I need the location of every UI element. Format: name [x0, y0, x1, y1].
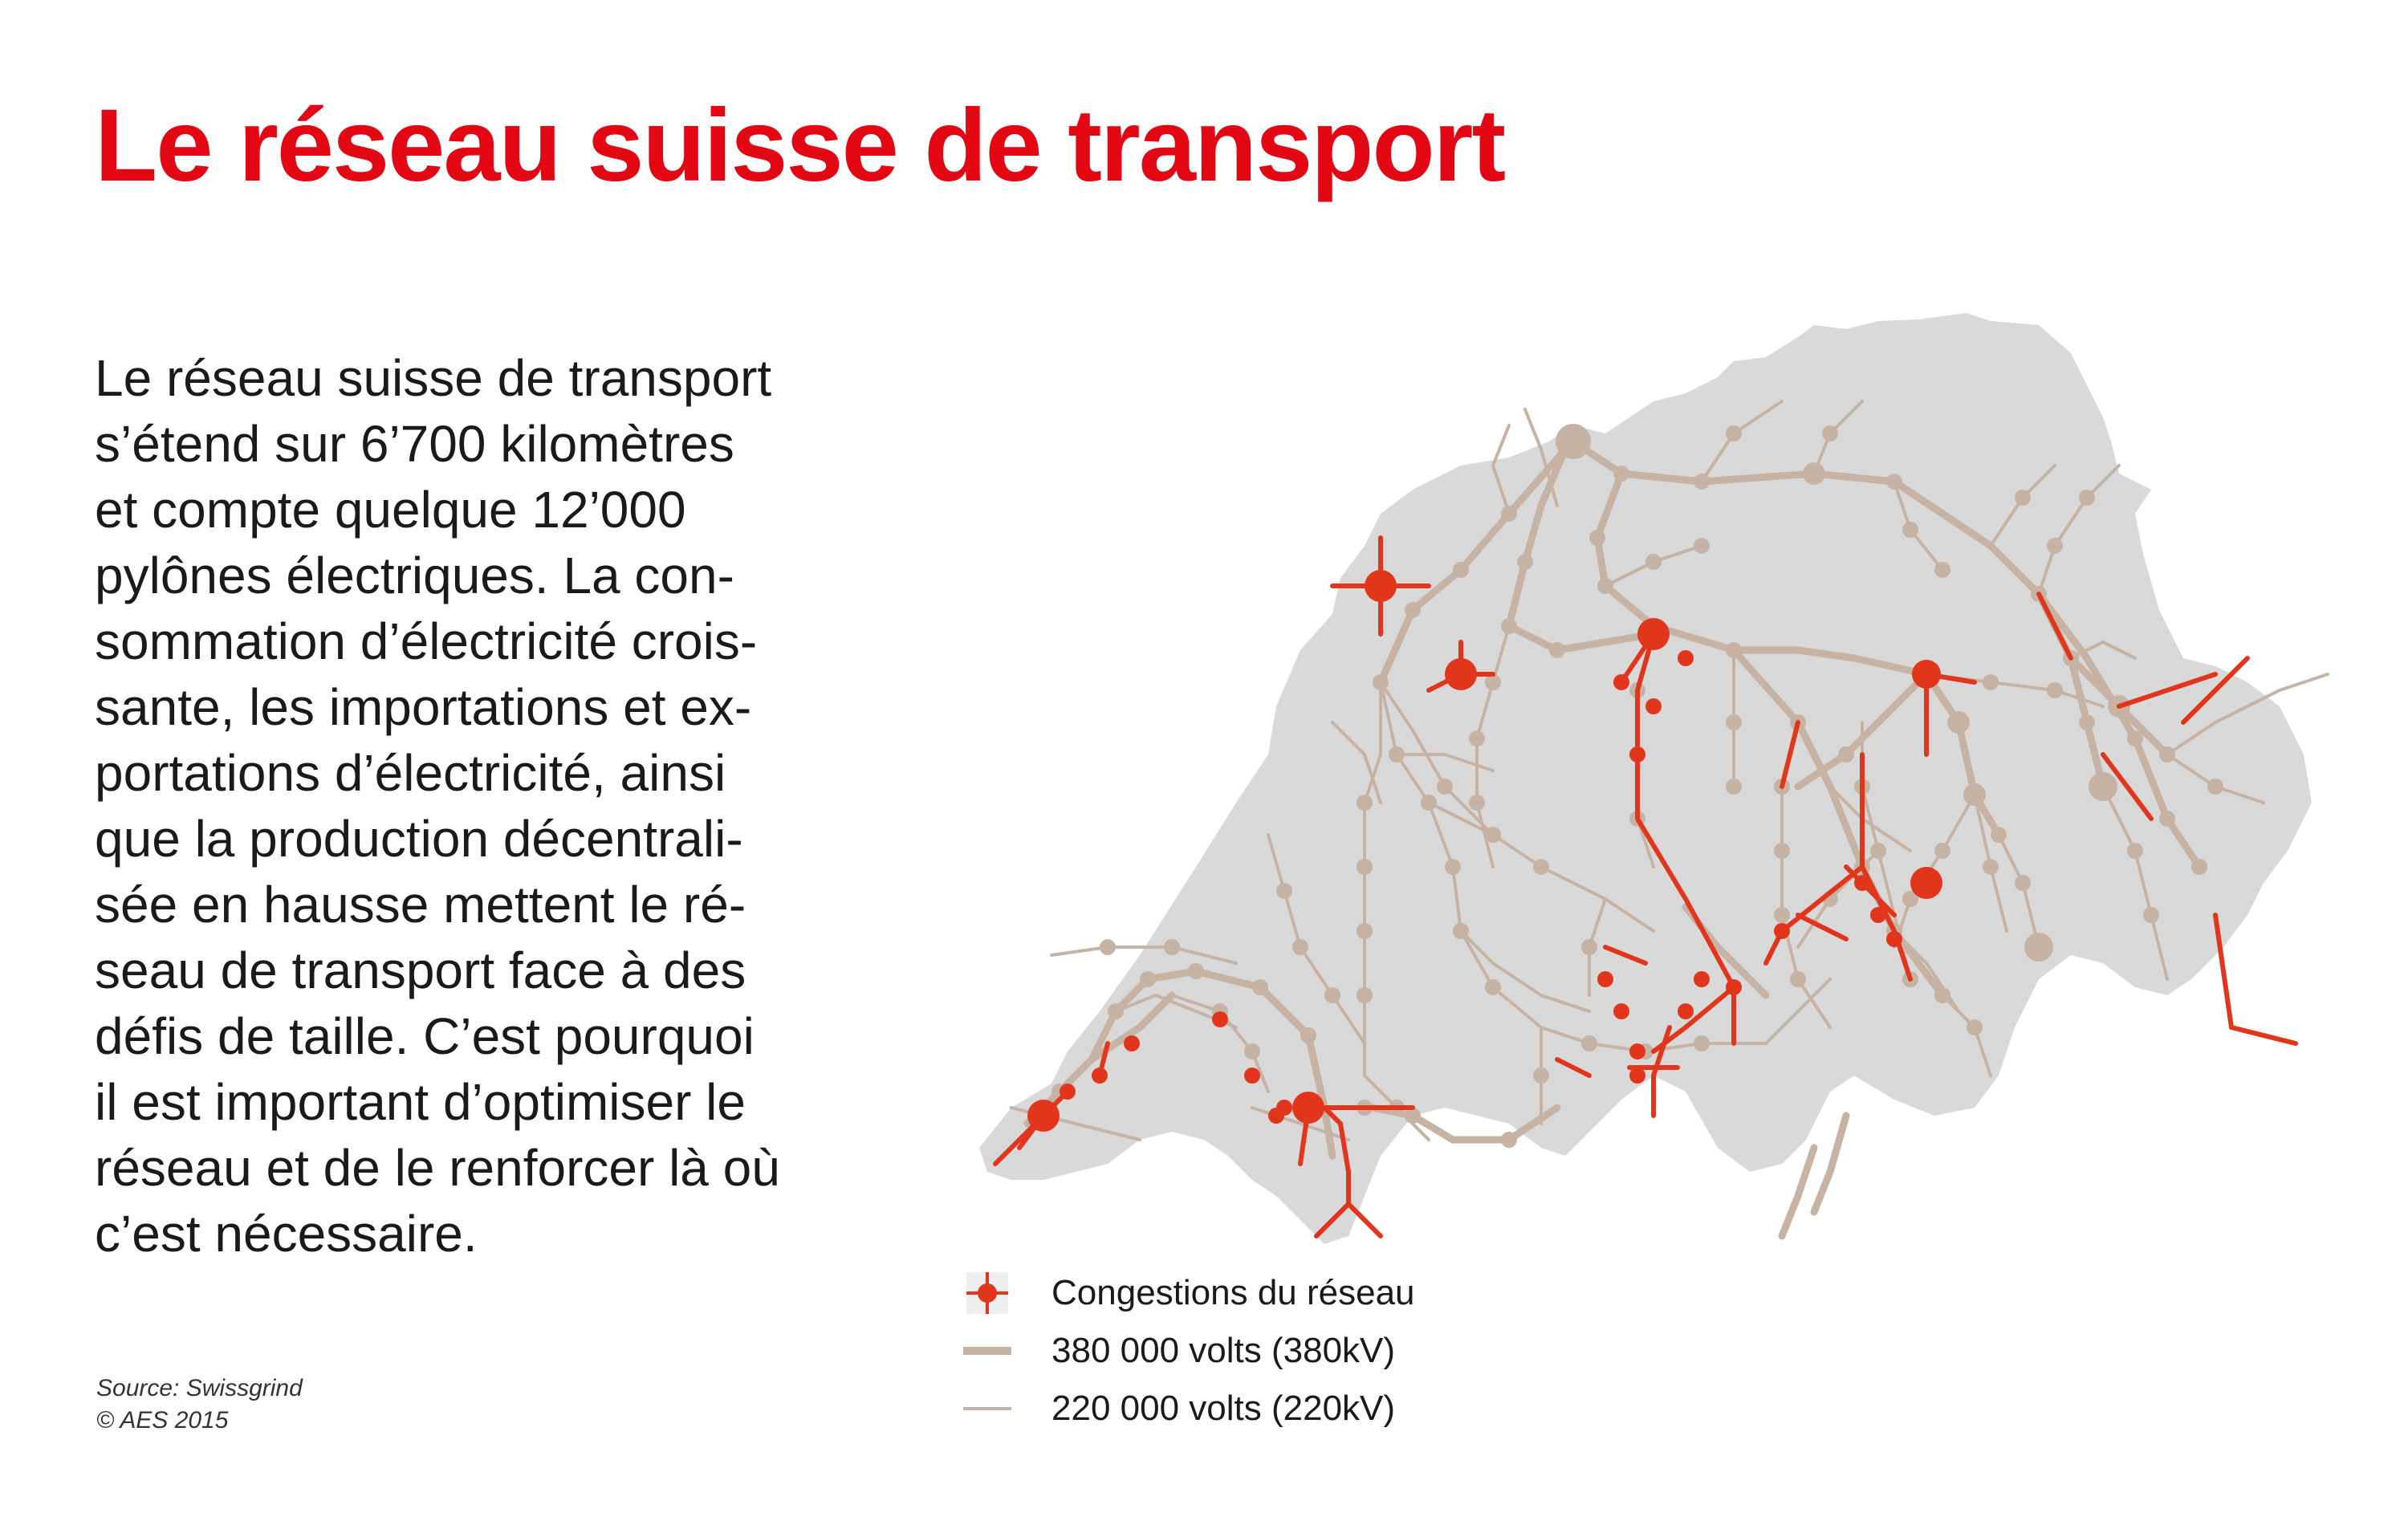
- body-line: portations d’électricité, ainsi: [95, 744, 726, 802]
- legend-label: 220 000 volts (220kV): [1051, 1389, 1396, 1428]
- body-line: sante, les importations et ex-: [95, 678, 752, 736]
- body-line: que la production décentrali-: [95, 810, 743, 868]
- description-text: [95, 345, 946, 1267]
- copyright-credit: © AES 2015: [96, 1407, 229, 1434]
- body-line: réseau et de le renforcer là où: [95, 1139, 780, 1197]
- line-220kv-icon: [963, 1385, 1011, 1433]
- legend-label: 380 000 volts (380kV): [1051, 1331, 1396, 1370]
- body-line: c’est nécessaire.: [95, 1205, 478, 1263]
- body-line: pylônes électriques. La con-: [95, 547, 734, 604]
- credits: [96, 1373, 303, 1437]
- page-title: Le réseau suisse de transport: [95, 88, 1505, 203]
- body-line: Le réseau suisse de transport: [95, 349, 772, 407]
- switzerland-grid-map: [931, 305, 2344, 1300]
- body-line: il est important d’optimiser le: [95, 1073, 746, 1131]
- source-credit: Source: Swissgrind: [96, 1375, 303, 1401]
- body-line: sommation d’électricité crois-: [95, 612, 758, 670]
- body-line: sée en hausse mettent le ré-: [95, 876, 746, 933]
- body-line: défis de taille. C’est pourquoi: [95, 1007, 755, 1065]
- body-line: s’étend sur 6’700 kilomètres: [95, 415, 734, 473]
- body-line: et compte quelque 12’000: [95, 481, 686, 539]
- line-380kv-icon: [963, 1327, 1011, 1375]
- congestion-icon: [963, 1269, 1011, 1317]
- legend-label: Congestions du réseau: [1051, 1273, 1415, 1312]
- body-line: seau de transport face à des: [95, 942, 746, 999]
